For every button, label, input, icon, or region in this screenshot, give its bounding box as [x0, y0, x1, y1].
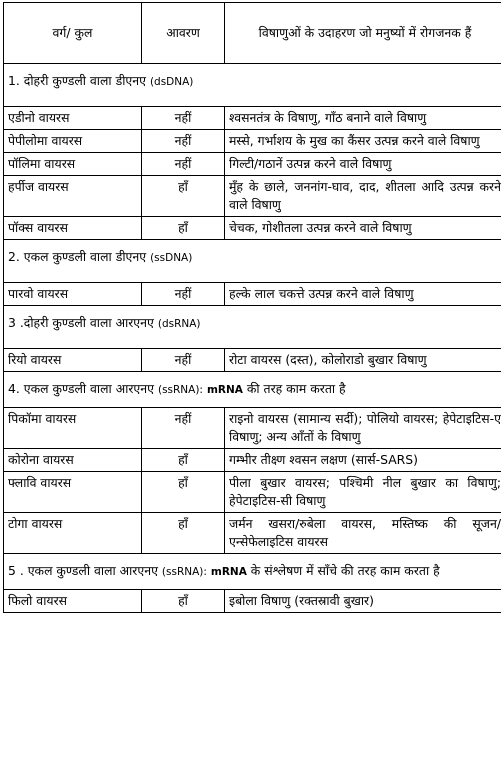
section-description: की तरह काम करता है [246, 381, 346, 396]
section-row [4, 64, 501, 107]
virus-family-cell: रियो वायरस [4, 349, 142, 372]
section-mrna-label: mRNA [210, 566, 247, 578]
pathogen-examples-cell: इबोला विषाणु (रक्तस्रावी बुखार) [225, 590, 501, 613]
envelope-cell: नहीं [142, 107, 225, 130]
envelope-cell: नहीं [142, 153, 225, 176]
section-heading [4, 240, 501, 283]
virus-family-cell: पॉक्स वायरस [4, 217, 142, 240]
pathogen-examples-cell: जर्मन खसरा/रुबेला वायरस, मस्तिष्क की सूजन/एन्सेफेलाइटिस वायरस [225, 513, 501, 554]
virus-family-cell: टोगा वायरस [4, 513, 142, 554]
section-row [4, 554, 501, 590]
envelope-cell: नहीं [142, 349, 225, 372]
table-row [4, 217, 501, 240]
table-row [4, 130, 501, 153]
envelope-cell: हाँ [142, 217, 225, 240]
envelope-cell: हाँ [142, 590, 225, 613]
section-title: 5 . एकल कुण्डली वाला आरएनए [8, 563, 158, 578]
virus-family-cell: पॉलिमा वायरस [4, 153, 142, 176]
pathogen-examples-cell: गिल्टी/गठानें उत्पन्न करने वाले विषाणु [225, 153, 501, 176]
section-heading [4, 372, 501, 408]
pathogen-examples-cell: पीला बुखार वायरस; पश्चिमी नील बुखार का विषाणु; हेपेटाइटिस-सी विषाणु [225, 472, 501, 513]
section-code: (ssRNA): [157, 384, 203, 396]
table-header-row [4, 3, 501, 64]
table-row [4, 153, 501, 176]
virus-family-cell: फ्लावि वायरस [4, 472, 142, 513]
section-row [4, 372, 501, 408]
section-description: के संश्लेषण में साँचे की तरह काम करता है [250, 563, 440, 578]
table-row [4, 472, 501, 513]
envelope-cell: नहीं [142, 130, 225, 153]
section-heading [4, 554, 501, 590]
envelope-cell: हाँ [142, 472, 225, 513]
virus-family-cell: हर्पीज वायरस [4, 176, 142, 217]
pathogen-examples-cell: राइनो वायरस (सामान्य सर्दी); पोलियो वायरस; हेपेटाइटिस-ए विषाणु; अन्य आँतों के विषाणु [225, 408, 501, 449]
table-row [4, 283, 501, 306]
section-title: 1. दोहरी कुण्डली वाला डीएनए [8, 73, 146, 88]
header-family: वर्ग/ कुल [4, 3, 142, 64]
virus-classification-table [3, 2, 501, 613]
table-row [4, 513, 501, 554]
section-heading [4, 306, 501, 349]
virus-family-cell: पेपीलोमा वायरस [4, 130, 142, 153]
envelope-cell: नहीं [142, 283, 225, 306]
section-code: (ssDNA) [150, 252, 193, 264]
section-code: (ssRNA): [161, 566, 207, 578]
section-row [4, 306, 501, 349]
table-row [4, 590, 501, 613]
section-mrna-label: mRNA [206, 384, 243, 396]
virus-classification-table-container [3, 2, 501, 613]
section-row [4, 240, 501, 283]
virus-family-cell: कोरोना वायरस [4, 449, 142, 472]
table-row [4, 349, 501, 372]
table-row [4, 107, 501, 130]
pathogen-examples-cell: श्वसनतंत्र के विषाणु, गाँठ बनाने वाले विषाणु [225, 107, 501, 130]
section-title: 4. एकल कुण्डली वाला आरएनए [8, 381, 155, 396]
envelope-cell: हाँ [142, 449, 225, 472]
virus-family-cell: पारवो वायरस [4, 283, 142, 306]
header-envelope: आवरण [142, 3, 225, 64]
table-row [4, 449, 501, 472]
section-heading [4, 64, 501, 107]
envelope-cell: हाँ [142, 513, 225, 554]
table-row [4, 408, 501, 449]
pathogen-examples-cell: मुँह के छाले, जननांग-घाव, दाद, शीतला आदि उत्पन्न करने वाले विषाणु [225, 176, 501, 217]
table-row [4, 176, 501, 217]
envelope-cell: नहीं [142, 408, 225, 449]
pathogen-examples-cell: चेचक, गोशीतला उत्पन्न करने वाले विषाणु [225, 217, 501, 240]
table-body [4, 64, 501, 613]
virus-family-cell: एडीनो वायरस [4, 107, 142, 130]
section-code: (dsDNA) [149, 76, 194, 88]
pathogen-examples-cell: गम्भीर तीक्ष्ण श्वसन लक्षण (सार्स-SARS) [225, 449, 501, 472]
section-title: 2. एकल कुण्डली वाला डीएनए [8, 249, 147, 264]
section-code: (dsRNA) [157, 318, 201, 330]
section-title: 3 .दोहरी कुण्डली वाला आरएनए [8, 315, 154, 330]
header-examples: विषाणुओं के उदाहरण जो मनुष्यों में रोगजनक हैं [225, 3, 501, 64]
pathogen-examples-cell: मस्से, गर्भाशय के मुख का कैंसर उत्पन्न करने वाले विषाणु [225, 130, 501, 153]
virus-family-cell: पिकॉमा वायरस [4, 408, 142, 449]
virus-family-cell: फिलो वायरस [4, 590, 142, 613]
pathogen-examples-cell: रोटा वायरस (दस्त), कोलोराडो बुखार विषाणु [225, 349, 501, 372]
pathogen-examples-cell: हल्के लाल चकत्ते उत्पन्न करने वाले विषाणु [225, 283, 501, 306]
envelope-cell: हाँ [142, 176, 225, 217]
